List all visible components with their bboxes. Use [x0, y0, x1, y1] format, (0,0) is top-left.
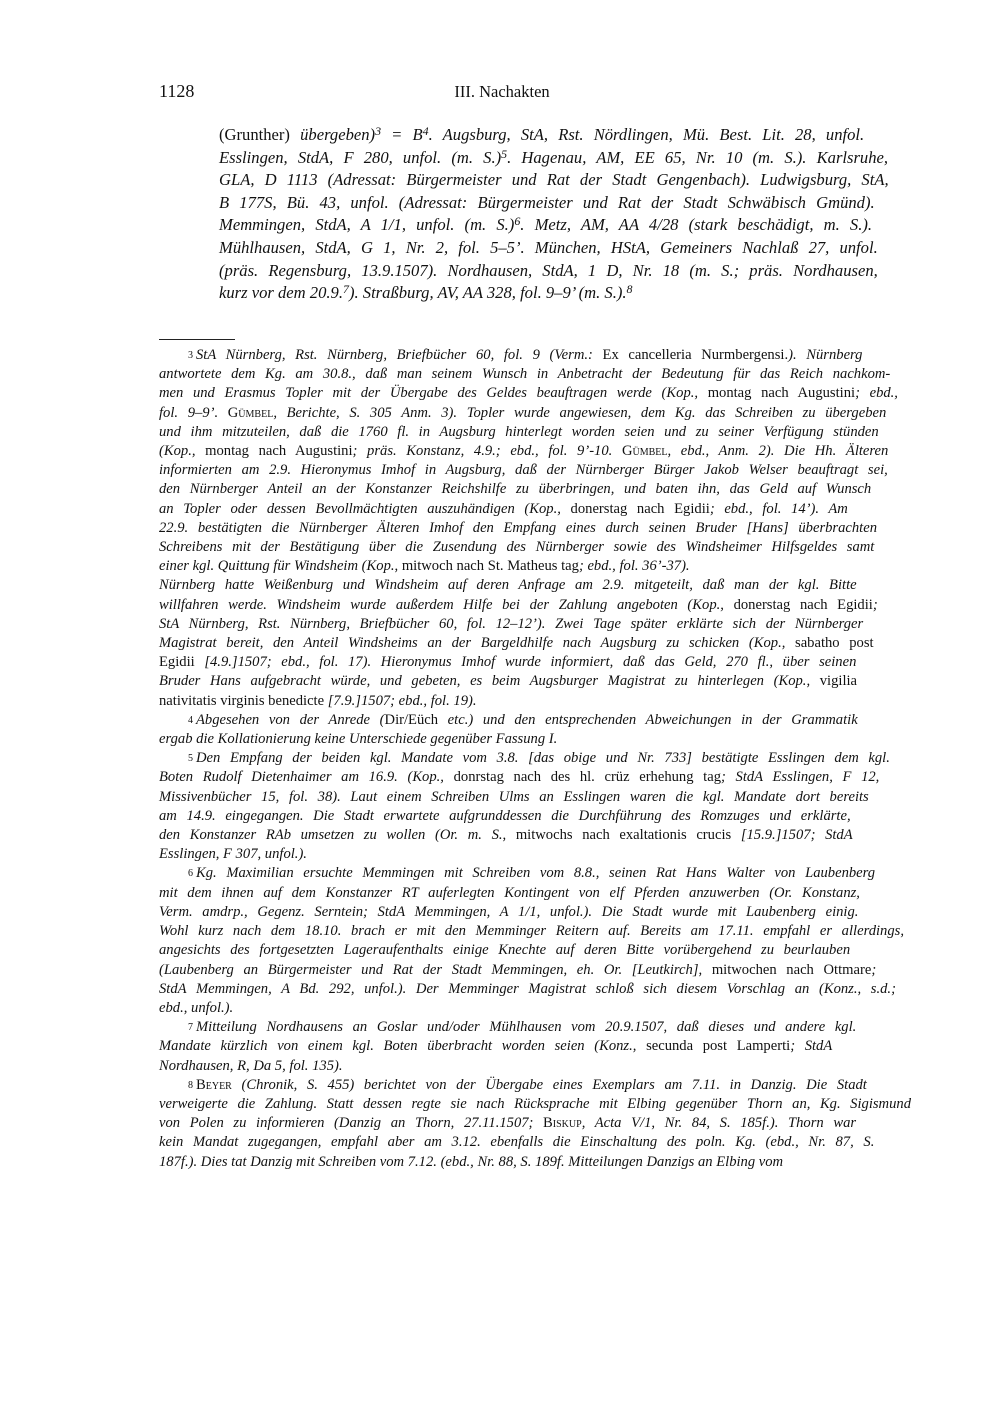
main-text-line: GLA, D 1113 (Adressat: Bürgermeister und Rat der Stadt Gengenbach). Ludwigsburg, StA, [219, 170, 889, 190]
text-segment: mitwochs nach exaltationis crucis [515, 827, 732, 844]
text-segment: Abgesehen von der Anrede ( [196, 711, 385, 728]
footnote-line: ergab die Kollationierung keine Unterschiede gegenüber Fassung I. [159, 731, 558, 748]
footnote-line: ebd., unfol.). [159, 999, 234, 1016]
footnote-ref: 4 [422, 123, 429, 138]
footnote-line [159, 384, 911, 403]
footnote-line: Nürnberg hatte Weißenburg und Windsheim auf deren Anfrage am 2.9. mitgeteilt, daß man der kgl. Bitte [159, 577, 857, 594]
text-segment: ; [872, 596, 878, 613]
main-text [219, 124, 919, 305]
footnote-line: Nordhausen, R, Da 5, fol. 135). [159, 1057, 343, 1074]
text-segment: Kg. Maximilian ersuchte Memmingen mit Schreiben vom 8.8., seinen Rat Hans Walter von Laubenberg [196, 865, 876, 882]
footnote-line [159, 442, 911, 461]
text-segment: Magistrat bereit, den Anteil Windsheims an der Bargeldhilfe nach Augsburg zu schicken (Kop., [159, 635, 796, 652]
text-segment: ). Nürnberg [788, 347, 863, 363]
text-segment: = B [381, 125, 423, 144]
footnote-line: 22.9. bestätigten die Nürnberger Älteren Imhof den Empfang eines durch seinen Bruder [Hans] überbrachten [159, 519, 878, 536]
footnote-line [159, 596, 911, 615]
running-head: III. Nachakten [454, 82, 550, 101]
footnote-line: Missivenbücher 15, fol. 38). Laut einem Schreiben Ulms an Esslingen waren die kgl. Mandate dort bereits [159, 788, 869, 805]
text-segment: Mandate kürzlich von einem kgl. Boten überbracht worden seien (Konz., [159, 1038, 647, 1055]
text-segment: Bruder Hans aufgebracht würde, und gebeten, es beim Augsburger Magistrat zu hinterlegen (Kop., [159, 673, 820, 690]
main-text-line: (präs. Regensburg, 13.9.1507). Nordhausen, StdA, 1 D, Nr. 18 (m. S.; präs. Nordhausen, [219, 260, 878, 280]
text-segment: [4.9.]1507; ebd., fol. 17). Hieronymus Imhof wurde informiert, daß das Geld, 270 fl., über seinen [194, 654, 857, 671]
footnote-line: mit dem ihnen auf dem Konstanzer RT auferlegten Kontingent von elf Pferden anzuwerben (Or. Konstanz, [159, 884, 860, 901]
footnote-line: Verm. amdrp., Gegenz. Serntein; StdA Memmingen, A 1/1, unfol.). Die Stadt wurde mit Laubenberg einig. [159, 903, 859, 920]
text-segment: ; [871, 961, 877, 978]
text-segment: StA Nürnberg, Rst. Nürnberg, Briefbücher 60, fol. 9 (Verm.: [196, 347, 603, 363]
footnote-line: 187f.). Dies tat Danzig mit Schreiben vom 7.12. (ebd., Nr. 88, S. 189f. Mitteilungen Danzigs an Elbing vom [159, 1153, 784, 1170]
text-segment: Dir/Eüch [384, 711, 439, 728]
text-segment: (Grunther) [219, 125, 301, 144]
footnote-line [159, 404, 911, 423]
text-segment: Boten Rudolf Dietenhaimer am 16.9. (Kop., [159, 769, 454, 786]
text-segment: ; StdA Esslingen, F 12, [721, 769, 880, 786]
text-segment: einer kgl. Quittung für Windsheim (Kop., [159, 558, 402, 575]
footnote-line: verweigerte die Zahlung. Statt dessen regte sie nach Rücksprache mit Elbing gegenüber Thorn an, Kg. Sigismund [159, 1095, 911, 1112]
text-segment: (Chronik, S. 455) berichtet von der Übergabe eines Exemplars am 7.11. in Danzig. Die Stadt [231, 1076, 867, 1093]
footnote-number: 7 [188, 1022, 193, 1034]
main-text-line: Mühlhausen, StdA, G 1, Nr. 2, fol. 5–5’. München, HStA, Gemeiners Nachlaß 27, unfol. [219, 237, 878, 257]
main-text-line [219, 124, 919, 147]
footnote-4 [159, 711, 911, 730]
text-segment: mitwochen nach Ottmare [711, 961, 872, 978]
text-segment: Esslingen, StdA, F 280, unfol. (m. S.) [219, 147, 502, 167]
footnote-line: den Nürnberger Anteil an der Konstanzer Reichshilfe zu überbringen, und baten ihn, das Geld auf Wunsch [159, 481, 872, 498]
footnote-line: am 14.9. eingegangen. Die Stadt erwartete aufgrunddessen die Durchführung des Romzuges und erklärte, [159, 807, 851, 824]
footnote-3 [159, 346, 911, 365]
text-segment: ; ebd., fol. 36’-37). [578, 558, 690, 575]
footnote-number: 8 [188, 1079, 193, 1091]
footnote-separator [159, 339, 235, 340]
footnote-ref: 5 [501, 146, 508, 161]
text-segment: ). Straßburg, AV, AA 328, fol. 9–9’ (m. S.). [348, 283, 627, 303]
footnote-number: 6 [188, 868, 193, 880]
footnote-line: informierten am 2.9. Hieronymus Imhof in Augsburg, daß der Nürnberger Bürger Jakob Welser beauftragt sei, [159, 462, 888, 479]
text-segment: Egidii [159, 654, 195, 671]
text-segment: (Laubenberg an Bürgermeister und Rat der Stadt Memmingen, eh. Or. [Leutkirch], [159, 961, 712, 978]
text-segment: [7.9.]1507; ebd., fol. 19). [324, 692, 477, 709]
footnote-line: Esslingen, F 307, unfol.). [159, 846, 307, 863]
footnote-line [159, 653, 911, 672]
author-name: Gümbel [227, 404, 274, 421]
footnote-6 [159, 864, 911, 883]
footnote-line [159, 768, 911, 787]
footnote-5 [159, 749, 911, 768]
text-segment: willfahren werde. Windsheim wurde außerdem Hilfe bei der Zahlung angeboten (Kop., [159, 596, 734, 613]
text-segment: , Berichte, S. 305 Anm. 3). Topler wurde angewiesen, dem Kg. das Schreiben zu übergeben [273, 404, 887, 421]
footnote-8 [159, 1076, 911, 1095]
text-segment: an Topler oder dessen Bevollmächtigten auszuhändigen (Kop., [159, 500, 571, 517]
text-segment: etc.) und den entsprechenden Abweichungen in der Grammatik [438, 711, 858, 728]
footnote-line: kein Mandat zugegangen, empfahl aber am 3.12. ebenfalls die Einschaltung des poln. Kg. (ebd., Nr. 87, S. [159, 1134, 875, 1151]
text-segment: (Kop., [159, 443, 206, 460]
text-segment: ; präs. Konstanz, 4.9.; ebd., fol. 9’-10. [352, 443, 622, 460]
footnote-line [159, 961, 911, 980]
page-number: 1128 [159, 81, 195, 101]
text-segment: . Hagenau, AM, EE 65, Nr. 10 (m. S.). Karlsruhe, [507, 147, 889, 167]
footnote-7 [159, 1018, 911, 1037]
text-segment: , ebd., Anm. 2). Die Hh. Älteren [667, 443, 889, 460]
author-name: Beyer [196, 1076, 232, 1093]
text-segment: Memmingen, StdA, A 1/1, unfol. (m. S.) [219, 215, 515, 235]
text-segment: . Augsburg, StA, Rst. Nördlingen, Mü. Best. Lit. 28, unfol. [428, 125, 865, 144]
text-segment: Mitteilung Nordhausens an Goslar und/oder Mühlhausen vom 20.9.1507, daß dieses und andere kgl. [196, 1019, 857, 1036]
text-segment: kurz vor dem 20.9. [219, 283, 343, 303]
text-segment: nativitatis virginis benedicte [159, 692, 325, 709]
footnote-line: Schreibens mit der Bestätigung über die Zusendung des Nürnberger sowie des Windsheimer Hilfsgeldes samt [159, 539, 875, 556]
main-text-line: B 177S, Bü. 43, unfol. (Adressat: Bürgermeister und Rat der Stadt Schwäbisch Gmünd). [219, 192, 875, 212]
text-segment: mitwoch nach St. Matheus tag [401, 558, 579, 575]
footnote-line: angesichts des fortgesetzten Lageraufenthalts einige Knechte auf deren Bitte vorübergehend zu beurlauben [159, 942, 851, 959]
footnote-line: und ihm mitzuteilen, daß die 1760 fl. in Augsburg hinterlegt worden seien und zu seiner Verfügung stünden [159, 423, 879, 440]
text-segment: montag nach Augustini [707, 385, 856, 402]
footnote-line: StA Nürnberg, Rst. Nürnberg, Briefbücher 60, fol. 12–12’). Zwei Tage später erklärte sich der Nürnberger [159, 615, 864, 632]
text-segment: von Polen zu informieren (Danzig an Thorn, 27.11.1507; [159, 1115, 544, 1132]
footnote-line [159, 500, 911, 519]
author-name: Gümbel [621, 443, 668, 460]
footnote-line: StdA Memmingen, A Bd. 292, unfol.). Der Memminger Magistrat schloß sich diesem Vorschlag an (Konz., s.d.; [159, 980, 896, 997]
footnote-line [159, 557, 911, 576]
main-text-line [219, 147, 919, 170]
footnote-line: antwortete dem Kg. am 30.8., daß man seinem Wunsch in Anbetracht der Bedeutung für das Reich nachkom- [159, 366, 891, 383]
text-segment: ; StdA [790, 1038, 833, 1055]
text-segment: vigilia [819, 673, 858, 690]
footnote-line [159, 692, 911, 711]
footnote-line [159, 826, 911, 845]
text-segment: donrstag nach des hl. crüz erhehung tag [453, 769, 722, 786]
footnote-line [159, 1037, 911, 1056]
main-text-line [219, 214, 919, 237]
text-segment: [15.9.]1507; StdA [731, 827, 853, 844]
footnote-line: Wohl kurz nach dem 18.10. brach er mit den Memminger Reitern auf. Bereits am 17.11. empfahl er allerdings, [159, 923, 904, 940]
footnote-ref: 8 [626, 282, 633, 297]
footnote-line [159, 672, 911, 691]
text-segment: fol. 9–9’. [159, 404, 228, 421]
text-segment: montag nach Augustini [205, 443, 353, 460]
text-segment: den Konstanzer RAb umsetzen zu wollen (Or. m. S., [159, 827, 516, 844]
text-segment: . Metz, AM, AA 4/28 (stark beschädigt, m. S.). [520, 215, 873, 235]
footnote-ref: 7 [342, 282, 349, 297]
text-segment: sabatho post [795, 635, 874, 652]
footnote-number: 4 [188, 714, 193, 726]
footnote-number: 3 [188, 350, 193, 361]
footnotes [159, 346, 911, 1172]
text-segment: Ex cancelleria Nurmbergensi. [602, 347, 789, 363]
footnote-ref: 3 [375, 123, 382, 138]
text-segment: ; ebd., [855, 385, 898, 402]
text-segment: , Acta V/1, Nr. 84, S. 185f.). Thorn war [581, 1115, 857, 1132]
footnote-ref: 6 [514, 214, 521, 229]
text-segment: Den Empfang der beiden kgl. Mandate vom 3.8. [das obige und Nr. 733] bestätigte Esslingen dem kgl. [196, 750, 890, 767]
footnote-line [159, 1114, 911, 1133]
text-segment: donerstag nach Egidii [570, 500, 710, 517]
main-text-line [219, 282, 919, 305]
footnote-line [159, 634, 911, 653]
text-segment: ; ebd., fol. 14’). Am [709, 500, 848, 517]
footnote-number: 5 [188, 753, 193, 765]
author-name: Biskup [543, 1115, 582, 1132]
text-segment: secunda post Lamperti [646, 1038, 791, 1055]
text-segment: men und Erasmus Topler mit der Übergabe des Geldes beauftragen werde (Kop., [159, 385, 708, 402]
text-segment: donerstag nach Egidii [733, 596, 873, 613]
text-segment: übergeben) [300, 125, 376, 144]
